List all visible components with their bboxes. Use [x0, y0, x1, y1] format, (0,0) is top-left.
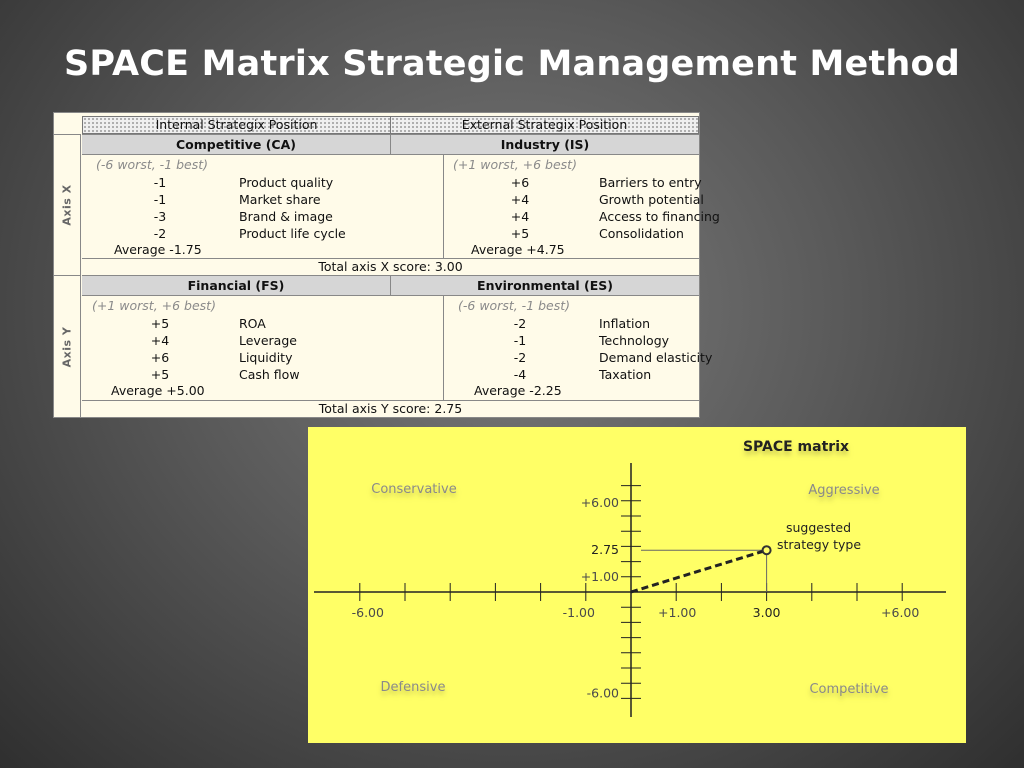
factor-name: Inflation — [599, 316, 651, 331]
factor-name: Access to financing — [599, 209, 720, 224]
competitive-range: (-6 worst, -1 best) — [96, 157, 209, 172]
table-row — [82, 208, 442, 225]
axis-x-label: Axis X — [60, 184, 74, 226]
table-row — [444, 191, 704, 208]
table-row — [82, 191, 442, 208]
factor-name: Barriers to entry — [599, 175, 702, 190]
table-row — [82, 225, 442, 242]
table-row — [444, 208, 720, 225]
factor-value: +5 — [510, 226, 530, 241]
table-row — [444, 225, 700, 242]
internal-position-header: Internal Strategix Position — [83, 117, 391, 133]
x-tick-label-pos1: +1.00 — [658, 605, 697, 620]
industry-header: Industry (IS) — [500, 137, 590, 152]
factor-value: +6 — [510, 175, 530, 190]
x-tick-label-neg6: -6.00 — [351, 605, 384, 620]
factor-name: Product life cycle — [239, 226, 346, 241]
environmental-rows — [444, 315, 713, 383]
factor-value: +5 — [150, 316, 170, 331]
slide-title: SPACE Matrix Strategic Management Method — [63, 44, 961, 84]
factor-name: Market share — [239, 192, 321, 207]
factor-value: -2 — [513, 316, 527, 331]
axis-x-column — [54, 134, 81, 275]
quadrant-defensive: Defensive — [380, 680, 446, 695]
factor-name: Cash flow — [239, 367, 300, 382]
external-position-header: External Strategix Position — [461, 117, 628, 132]
x-tick-label-pos6: +6.00 — [881, 605, 920, 620]
factor-name: Demand elasticity — [599, 350, 713, 365]
factor-value: +4 — [510, 209, 530, 224]
factor-value: -4 — [513, 367, 527, 382]
x-tick-label-3: 3.00 — [752, 605, 781, 620]
factor-value: +4 — [510, 192, 530, 207]
axis-y-label: Axis Y — [60, 326, 74, 367]
financial-header: Financial (FS) — [82, 276, 391, 295]
table-row — [444, 174, 700, 191]
axis-y-column — [54, 275, 81, 417]
factor-name: Consolidation — [599, 226, 684, 241]
factor-name: Taxation — [599, 367, 652, 382]
factor-value: +5 — [150, 367, 170, 382]
factor-name: Technology — [599, 333, 670, 348]
table-row — [444, 315, 700, 332]
table-row — [82, 174, 442, 191]
quadrant-competitive: Competitive — [809, 682, 889, 697]
space-matrix-svg — [308, 427, 966, 743]
total-axis-y-score: Total axis Y score: 2.75 — [82, 400, 699, 417]
financial-rows — [82, 315, 442, 383]
strategy-point — [763, 546, 771, 554]
factor-name: ROA — [239, 316, 266, 331]
y-tick-label-pos1: +1.00 — [580, 568, 619, 584]
factor-value: -3 — [153, 209, 167, 224]
competitive-rows — [82, 174, 442, 242]
factor-name: Liquidity — [239, 350, 293, 365]
space-matrix-chart — [308, 427, 966, 743]
factor-value: -2 — [153, 226, 167, 241]
axis-y-subheader — [82, 275, 699, 296]
space-evaluation-table — [53, 112, 720, 418]
table-row — [444, 366, 700, 383]
table-row — [82, 315, 442, 332]
x-tick-label-neg1: -1.00 — [562, 605, 595, 620]
financial-average: Average +5.00 — [111, 383, 205, 398]
table-row — [82, 349, 442, 366]
annotation-line-2: strategy type — [777, 537, 862, 552]
strategy-vector — [631, 550, 767, 592]
factor-value: -1 — [153, 175, 167, 190]
factor-name: Product quality — [239, 175, 334, 190]
factor-value: +6 — [150, 350, 170, 365]
competitive-average: Average -1.75 — [114, 242, 202, 257]
factor-value: -1 — [153, 192, 167, 207]
annotation-line-1: suggested — [786, 520, 852, 535]
y-tick-label-pos6: +6.00 — [580, 494, 619, 510]
table-row — [444, 349, 713, 366]
y-tick-label-2-75: 2.75 — [591, 542, 619, 558]
table-row — [444, 332, 700, 349]
factor-value: +4 — [150, 333, 170, 348]
table-header-row — [82, 116, 699, 134]
quadrant-aggressive: Aggressive — [808, 483, 880, 498]
industry-range: (+1 worst, +6 best) — [453, 157, 577, 172]
table-row — [82, 366, 442, 383]
factor-value: -1 — [513, 333, 527, 348]
chart-title: SPACE matrix — [742, 439, 850, 455]
y-tick-label-neg6: -6.00 — [586, 685, 619, 701]
environmental-average: Average -2.25 — [474, 383, 562, 398]
factor-name: Brand & image — [239, 209, 333, 224]
industry-average: Average +4.75 — [471, 242, 565, 257]
environmental-header: Environmental (ES) — [477, 278, 613, 293]
axis-x-section — [54, 134, 720, 275]
factor-value: -2 — [513, 350, 527, 365]
industry-rows — [444, 174, 720, 242]
financial-range: (+1 worst, +6 best) — [92, 298, 216, 313]
factor-name: Growth potential — [599, 192, 704, 207]
total-axis-x-score: Total axis X score: 3.00 — [82, 258, 699, 275]
environmental-range: (-6 worst, -1 best) — [458, 298, 571, 313]
factor-name: Leverage — [239, 333, 297, 348]
competitive-header: Competitive (CA) — [82, 135, 391, 154]
table-row — [82, 332, 442, 349]
axis-y-section — [54, 275, 713, 417]
quadrant-conservative: Conservative — [371, 482, 457, 497]
axis-x-subheader — [82, 134, 699, 155]
